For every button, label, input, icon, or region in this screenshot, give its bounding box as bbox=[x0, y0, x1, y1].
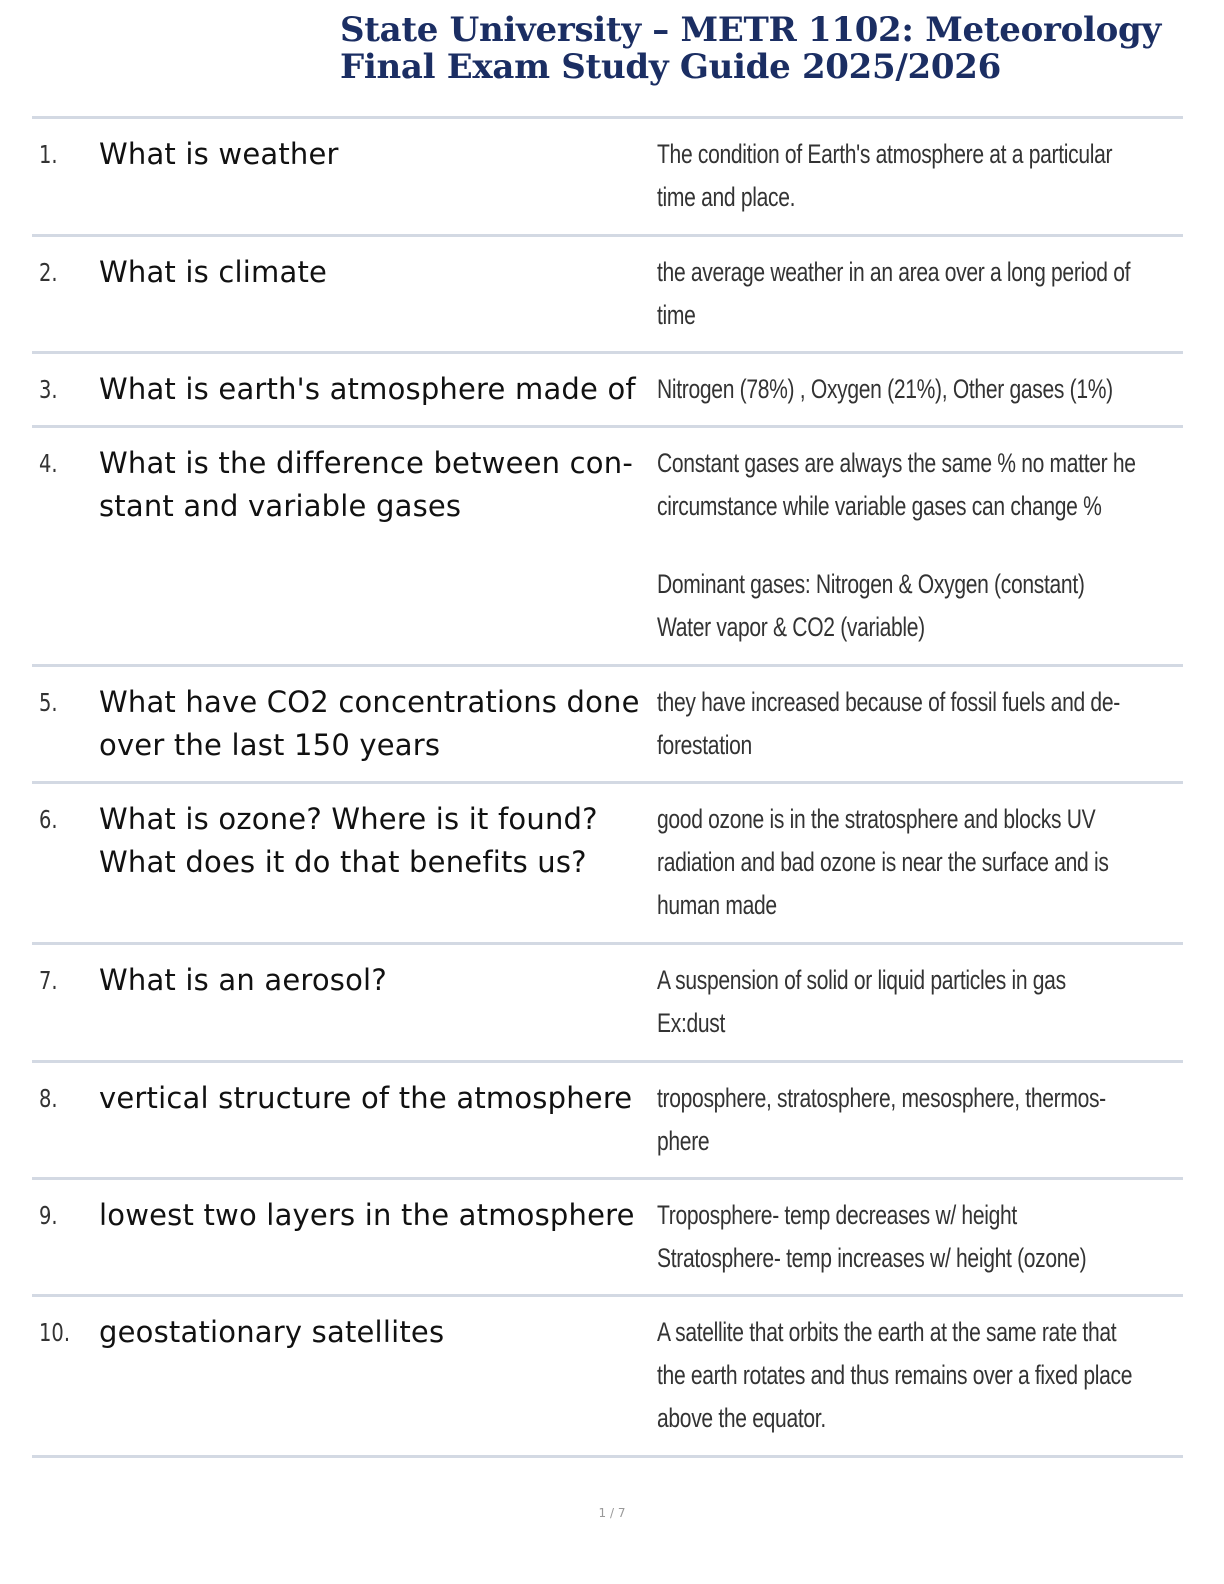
answer-line: time bbox=[657, 300, 696, 330]
answer-text bbox=[656, 959, 1183, 1060]
answer-line: above the equator. bbox=[657, 1403, 826, 1433]
question-text: geostationary satellites bbox=[99, 1315, 445, 1349]
item-number: 6. bbox=[39, 805, 58, 834]
table-row bbox=[32, 119, 1183, 237]
answer-line: A suspension of solid or liquid particles in gas bbox=[657, 965, 1066, 995]
question-text: What is climate bbox=[99, 255, 328, 289]
answer-line: radiation and bad ozone is near the surface and is bbox=[657, 847, 1109, 877]
answer-line: good ozone is in the stratosphere and blocks UV bbox=[657, 804, 1096, 834]
answer-line: troposphere, stratosphere, mesosphere, thermos- bbox=[657, 1083, 1106, 1113]
answer-line: Constant gases are always the same % no matter he bbox=[657, 448, 1136, 478]
answer-line: Water vapor & CO2 (variable) bbox=[657, 612, 925, 642]
table-row bbox=[32, 784, 1183, 945]
answer-spacer bbox=[657, 528, 1183, 563]
question-text: What is an aerosol? bbox=[99, 963, 387, 997]
answer-line: circumstance while variable gases can change % bbox=[657, 491, 1102, 521]
answer-text bbox=[656, 442, 1183, 664]
question-text bbox=[99, 442, 656, 664]
answer-line: human made bbox=[657, 890, 777, 920]
answer-text bbox=[656, 133, 1183, 234]
answer-line: Dominant gases: Nitrogen & Oxygen (constant) bbox=[657, 569, 1085, 599]
table-row bbox=[32, 945, 1183, 1063]
table-row bbox=[32, 354, 1183, 428]
answer-line: the average weather in an area over a long period of bbox=[657, 257, 1131, 287]
answer-text bbox=[656, 1194, 1183, 1294]
question-line: over the last 150 years bbox=[99, 728, 441, 762]
item-number: 3. bbox=[39, 375, 58, 404]
answer-line: phere bbox=[657, 1126, 710, 1156]
answer-text bbox=[656, 1311, 1183, 1455]
page-title-line-2: Final Exam Study Guide 2025/2026 bbox=[340, 47, 1001, 87]
question-line: What is ozone? Where is it found? bbox=[99, 802, 598, 836]
table-row bbox=[32, 428, 1183, 667]
item-number: 10. bbox=[39, 1318, 71, 1347]
answer-line: Troposphere- temp decreases w/ height bbox=[657, 1200, 1017, 1230]
answer-line: Nitrogen (78%) , Oxygen (21%), Other gases (1%) bbox=[657, 374, 1113, 404]
answer-text bbox=[656, 798, 1183, 942]
answer-line: The condition of Earth's atmosphere at a particular bbox=[657, 139, 1113, 169]
question-text: What is weather bbox=[99, 137, 339, 171]
answer-text bbox=[656, 681, 1183, 781]
question-line: What have CO2 concentrations done bbox=[99, 685, 640, 719]
answer-line: Stratosphere- temp increases w/ height (ozone) bbox=[657, 1243, 1087, 1273]
question-line: What is the difference between con- bbox=[99, 446, 633, 480]
item-number: 8. bbox=[39, 1084, 58, 1113]
table-row bbox=[32, 1297, 1183, 1458]
answer-line: A satellite that orbits the earth at the same rate that bbox=[657, 1317, 1117, 1347]
answer-text bbox=[656, 1077, 1183, 1177]
answer-line: forestation bbox=[657, 730, 752, 760]
study-guide-table bbox=[32, 116, 1183, 1458]
table-row bbox=[32, 1063, 1183, 1180]
table-row bbox=[32, 237, 1183, 354]
question-text: lowest two layers in the atmosphere bbox=[99, 1198, 635, 1232]
answer-line: they have increased because of fossil fuels and de- bbox=[657, 687, 1120, 717]
answer-line: time and place. bbox=[657, 182, 796, 212]
answer-line: Ex:dust bbox=[657, 1008, 726, 1038]
item-number: 5. bbox=[39, 688, 58, 717]
answer-line: the earth rotates and thus remains over a fixed place bbox=[657, 1360, 1133, 1390]
question-text bbox=[99, 798, 656, 942]
answer-text bbox=[656, 368, 1183, 425]
answer-text bbox=[656, 251, 1183, 351]
item-number: 2. bbox=[39, 258, 58, 287]
item-number: 4. bbox=[39, 449, 58, 478]
document-header bbox=[340, 12, 1200, 86]
page-title-line-1: State University – METR 1102: Meteorology bbox=[340, 10, 1161, 50]
question-text: What is earth's atmosphere made of bbox=[99, 372, 636, 406]
page-indicator: 1 / 7 bbox=[598, 1506, 626, 1520]
question-line: What does it do that benefits us? bbox=[99, 845, 587, 879]
question-text: vertical structure of the atmosphere bbox=[99, 1081, 633, 1115]
question-text bbox=[99, 681, 656, 781]
item-number: 9. bbox=[39, 1201, 58, 1230]
item-number: 1. bbox=[39, 140, 58, 169]
item-number: 7. bbox=[39, 966, 58, 995]
question-line: stant and variable gases bbox=[99, 489, 462, 523]
table-row bbox=[32, 1180, 1183, 1297]
table-row bbox=[32, 667, 1183, 784]
